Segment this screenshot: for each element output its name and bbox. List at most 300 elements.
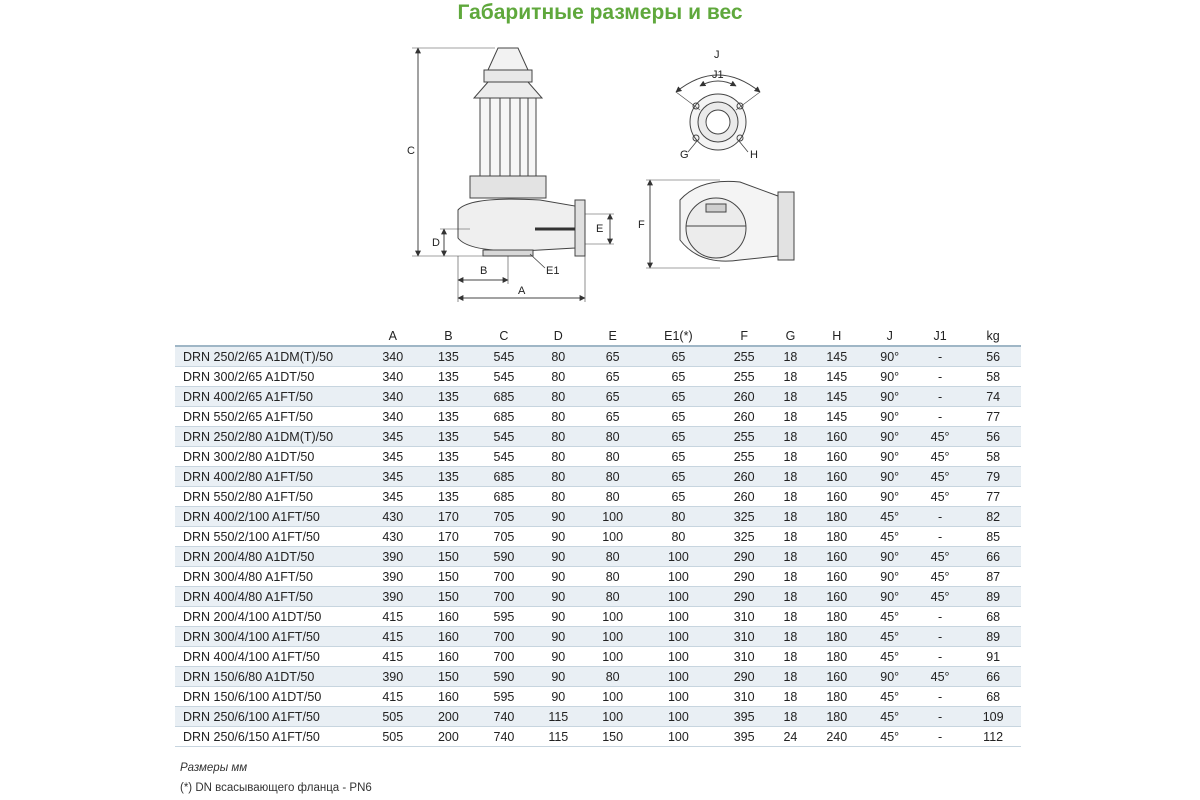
- value-cell: -: [915, 707, 965, 727]
- table-body: [175, 346, 1021, 747]
- label-b: B: [480, 265, 488, 277]
- table-row: [175, 387, 1021, 407]
- value-cell: 65: [585, 407, 641, 427]
- table-row: [175, 527, 1021, 547]
- model-cell: DRN 400/4/80 A1FT/50: [175, 587, 365, 607]
- value-cell: 345: [365, 467, 421, 487]
- footnote: (*) DN всасывающего фланца - PN6: [180, 782, 372, 794]
- value-cell: 150: [421, 547, 477, 567]
- value-cell: 160: [809, 567, 865, 587]
- value-cell: 65: [640, 387, 716, 407]
- table-header: A: [365, 327, 421, 346]
- value-cell: -: [915, 507, 965, 527]
- model-cell: DRN 300/4/80 A1FT/50: [175, 567, 365, 587]
- value-cell: 45°: [915, 467, 965, 487]
- model-cell: DRN 400/2/65 A1FT/50: [175, 387, 365, 407]
- table-header: G: [772, 327, 809, 346]
- pump-dimension-drawing: [400, 40, 800, 305]
- value-cell: -: [915, 407, 965, 427]
- model-cell: DRN 150/6/100 A1DT/50: [175, 687, 365, 707]
- value-cell: 45°: [865, 707, 915, 727]
- value-cell: 80: [532, 367, 585, 387]
- value-cell: 395: [716, 727, 772, 747]
- value-cell: 18: [772, 407, 809, 427]
- value-cell: 24: [772, 727, 809, 747]
- value-cell: 80: [640, 527, 716, 547]
- value-cell: -: [915, 367, 965, 387]
- value-cell: 260: [716, 467, 772, 487]
- value-cell: 100: [585, 507, 641, 527]
- value-cell: 255: [716, 427, 772, 447]
- value-cell: 90°: [865, 567, 915, 587]
- value-cell: 90°: [865, 447, 915, 467]
- table-row: [175, 447, 1021, 467]
- value-cell: 91: [965, 647, 1021, 667]
- value-cell: 100: [585, 707, 641, 727]
- value-cell: 340: [365, 387, 421, 407]
- value-cell: 56: [965, 346, 1021, 367]
- label-g: G: [680, 149, 689, 161]
- value-cell: 90°: [865, 587, 915, 607]
- model-cell: DRN 400/2/100 A1FT/50: [175, 507, 365, 527]
- table-header: J1: [915, 327, 965, 346]
- value-cell: 65: [640, 367, 716, 387]
- value-cell: 90: [532, 567, 585, 587]
- value-cell: 89: [965, 587, 1021, 607]
- value-cell: 80: [585, 587, 641, 607]
- value-cell: 700: [476, 567, 532, 587]
- label-j: J: [714, 49, 720, 61]
- value-cell: 45°: [865, 507, 915, 527]
- value-cell: 160: [421, 687, 477, 707]
- value-cell: 180: [809, 527, 865, 547]
- value-cell: 325: [716, 507, 772, 527]
- value-cell: 90°: [865, 487, 915, 507]
- value-cell: 100: [640, 567, 716, 587]
- value-cell: 705: [476, 527, 532, 547]
- value-cell: 415: [365, 647, 421, 667]
- value-cell: 145: [809, 387, 865, 407]
- value-cell: 700: [476, 647, 532, 667]
- value-cell: 700: [476, 587, 532, 607]
- value-cell: 595: [476, 687, 532, 707]
- table-row: [175, 346, 1021, 367]
- value-cell: 180: [809, 507, 865, 527]
- value-cell: 325: [716, 527, 772, 547]
- table-header: D: [532, 327, 585, 346]
- value-cell: 80: [585, 567, 641, 587]
- value-cell: 65: [640, 346, 716, 367]
- value-cell: 85: [965, 527, 1021, 547]
- value-cell: 150: [421, 667, 477, 687]
- value-cell: 685: [476, 487, 532, 507]
- value-cell: 90: [532, 687, 585, 707]
- label-f: F: [638, 219, 645, 231]
- value-cell: 145: [809, 407, 865, 427]
- value-cell: 18: [772, 467, 809, 487]
- value-cell: 80: [532, 346, 585, 367]
- value-cell: 310: [716, 627, 772, 647]
- value-cell: 65: [640, 447, 716, 467]
- value-cell: 115: [532, 707, 585, 727]
- value-cell: 80: [585, 547, 641, 567]
- value-cell: 90: [532, 527, 585, 547]
- value-cell: 90°: [865, 467, 915, 487]
- value-cell: 89: [965, 627, 1021, 647]
- value-cell: 180: [809, 627, 865, 647]
- value-cell: 390: [365, 567, 421, 587]
- table-row: [175, 407, 1021, 427]
- value-cell: 74: [965, 387, 1021, 407]
- value-cell: 160: [809, 447, 865, 467]
- table-header: J: [865, 327, 915, 346]
- value-cell: 160: [809, 427, 865, 447]
- value-cell: 100: [640, 587, 716, 607]
- table-row: [175, 727, 1021, 747]
- value-cell: 90°: [865, 387, 915, 407]
- value-cell: 45°: [915, 447, 965, 467]
- table-row: [175, 367, 1021, 387]
- value-cell: 100: [640, 647, 716, 667]
- value-cell: 100: [640, 607, 716, 627]
- value-cell: 260: [716, 487, 772, 507]
- units-note: Размеры мм: [180, 762, 248, 774]
- value-cell: 100: [585, 687, 641, 707]
- value-cell: 100: [585, 627, 641, 647]
- table-header: H: [809, 327, 865, 346]
- model-cell: DRN 300/2/80 A1DT/50: [175, 447, 365, 467]
- value-cell: 290: [716, 547, 772, 567]
- value-cell: -: [915, 647, 965, 667]
- label-j1: J1: [712, 69, 724, 81]
- value-cell: 18: [772, 507, 809, 527]
- table-row: [175, 427, 1021, 447]
- value-cell: -: [915, 687, 965, 707]
- value-cell: 505: [365, 727, 421, 747]
- table-row: [175, 547, 1021, 567]
- value-cell: 415: [365, 687, 421, 707]
- model-cell: DRN 250/6/150 A1FT/50: [175, 727, 365, 747]
- value-cell: 505: [365, 707, 421, 727]
- value-cell: -: [915, 346, 965, 367]
- value-cell: 18: [772, 707, 809, 727]
- value-cell: 58: [965, 367, 1021, 387]
- value-cell: 45°: [865, 627, 915, 647]
- value-cell: 80: [532, 487, 585, 507]
- value-cell: 150: [585, 727, 641, 747]
- value-cell: 65: [585, 367, 641, 387]
- value-cell: 590: [476, 547, 532, 567]
- value-cell: 80: [585, 487, 641, 507]
- table-row: [175, 627, 1021, 647]
- value-cell: 90: [532, 607, 585, 627]
- value-cell: 135: [421, 447, 477, 467]
- value-cell: 80: [640, 507, 716, 527]
- value-cell: 18: [772, 567, 809, 587]
- model-cell: DRN 400/4/100 A1FT/50: [175, 647, 365, 667]
- model-cell: DRN 300/2/65 A1DT/50: [175, 367, 365, 387]
- value-cell: 310: [716, 607, 772, 627]
- value-cell: 240: [809, 727, 865, 747]
- value-cell: 56: [965, 427, 1021, 447]
- value-cell: 90°: [865, 547, 915, 567]
- value-cell: 545: [476, 427, 532, 447]
- value-cell: 145: [809, 367, 865, 387]
- value-cell: 430: [365, 507, 421, 527]
- value-cell: 80: [532, 447, 585, 467]
- value-cell: 160: [421, 627, 477, 647]
- value-cell: -: [915, 527, 965, 547]
- table-row: [175, 707, 1021, 727]
- value-cell: -: [915, 607, 965, 627]
- value-cell: 590: [476, 667, 532, 687]
- page-title: Габаритные размеры и вес: [457, 1, 743, 24]
- label-a: A: [518, 285, 526, 297]
- value-cell: 18: [772, 607, 809, 627]
- value-cell: 595: [476, 607, 532, 627]
- value-cell: 180: [809, 607, 865, 627]
- table-header: B: [421, 327, 477, 346]
- value-cell: 45°: [865, 727, 915, 747]
- value-cell: 45°: [915, 667, 965, 687]
- model-cell: DRN 250/2/65 A1DM(T)/50: [175, 346, 365, 367]
- table-row: [175, 587, 1021, 607]
- value-cell: 18: [772, 346, 809, 367]
- value-cell: 390: [365, 547, 421, 567]
- value-cell: 545: [476, 346, 532, 367]
- table-header: E: [585, 327, 641, 346]
- value-cell: 160: [809, 547, 865, 567]
- model-cell: DRN 150/6/80 A1DT/50: [175, 667, 365, 687]
- value-cell: 90°: [865, 407, 915, 427]
- value-cell: 45°: [865, 647, 915, 667]
- value-cell: 45°: [865, 607, 915, 627]
- value-cell: 68: [965, 687, 1021, 707]
- table-header: C: [476, 327, 532, 346]
- value-cell: 135: [421, 387, 477, 407]
- value-cell: 18: [772, 587, 809, 607]
- value-cell: 135: [421, 407, 477, 427]
- value-cell: 77: [965, 487, 1021, 507]
- value-cell: 80: [585, 467, 641, 487]
- value-cell: 18: [772, 427, 809, 447]
- model-cell: DRN 550/2/65 A1FT/50: [175, 407, 365, 427]
- value-cell: 90: [532, 507, 585, 527]
- model-cell: DRN 200/4/80 A1DT/50: [175, 547, 365, 567]
- value-cell: 390: [365, 667, 421, 687]
- value-cell: 90: [532, 667, 585, 687]
- value-cell: 545: [476, 447, 532, 467]
- value-cell: 115: [532, 727, 585, 747]
- value-cell: 18: [772, 547, 809, 567]
- value-cell: 150: [421, 567, 477, 587]
- value-cell: 310: [716, 647, 772, 667]
- value-cell: 160: [809, 487, 865, 507]
- value-cell: 90°: [865, 346, 915, 367]
- value-cell: 18: [772, 627, 809, 647]
- value-cell: 200: [421, 707, 477, 727]
- table-row: [175, 647, 1021, 667]
- label-c: C: [407, 145, 415, 157]
- value-cell: 255: [716, 346, 772, 367]
- label-e: E: [596, 223, 604, 235]
- value-cell: -: [915, 627, 965, 647]
- value-cell: 80: [585, 667, 641, 687]
- value-cell: 18: [772, 487, 809, 507]
- value-cell: 90°: [865, 667, 915, 687]
- value-cell: 80: [532, 467, 585, 487]
- value-cell: 700: [476, 627, 532, 647]
- value-cell: 145: [809, 346, 865, 367]
- value-cell: 685: [476, 407, 532, 427]
- table-header: F: [716, 327, 772, 346]
- value-cell: 65: [585, 387, 641, 407]
- value-cell: 160: [809, 667, 865, 687]
- table-row: [175, 667, 1021, 687]
- value-cell: 200: [421, 727, 477, 747]
- value-cell: 65: [640, 407, 716, 427]
- value-cell: 87: [965, 567, 1021, 587]
- value-cell: 740: [476, 727, 532, 747]
- value-cell: 68: [965, 607, 1021, 627]
- value-cell: 685: [476, 387, 532, 407]
- value-cell: 340: [365, 407, 421, 427]
- value-cell: 66: [965, 547, 1021, 567]
- table-row: [175, 607, 1021, 627]
- value-cell: 160: [421, 607, 477, 627]
- value-cell: 100: [640, 667, 716, 687]
- value-cell: 100: [585, 607, 641, 627]
- value-cell: 160: [809, 467, 865, 487]
- value-cell: 705: [476, 507, 532, 527]
- value-cell: 170: [421, 507, 477, 527]
- value-cell: 415: [365, 607, 421, 627]
- value-cell: 45°: [865, 687, 915, 707]
- value-cell: 340: [365, 367, 421, 387]
- value-cell: 18: [772, 647, 809, 667]
- value-cell: 66: [965, 667, 1021, 687]
- value-cell: 135: [421, 487, 477, 507]
- value-cell: 80: [585, 427, 641, 447]
- table-row: [175, 567, 1021, 587]
- value-cell: 90: [532, 547, 585, 567]
- table-header: kg: [965, 327, 1021, 346]
- value-cell: 135: [421, 427, 477, 447]
- model-cell: DRN 550/2/80 A1FT/50: [175, 487, 365, 507]
- value-cell: 135: [421, 367, 477, 387]
- value-cell: 109: [965, 707, 1021, 727]
- table-header-row: [175, 327, 1021, 346]
- value-cell: 255: [716, 447, 772, 467]
- value-cell: 290: [716, 567, 772, 587]
- value-cell: -: [915, 727, 965, 747]
- model-cell: DRN 300/4/100 A1FT/50: [175, 627, 365, 647]
- value-cell: 80: [532, 407, 585, 427]
- value-cell: 65: [585, 346, 641, 367]
- value-cell: 80: [585, 447, 641, 467]
- value-cell: 45°: [915, 567, 965, 587]
- value-cell: 18: [772, 387, 809, 407]
- value-cell: 545: [476, 367, 532, 387]
- value-cell: 100: [640, 707, 716, 727]
- value-cell: 135: [421, 467, 477, 487]
- value-cell: 310: [716, 687, 772, 707]
- value-cell: 45°: [865, 527, 915, 547]
- value-cell: 18: [772, 447, 809, 467]
- value-cell: 740: [476, 707, 532, 727]
- value-cell: 90°: [865, 367, 915, 387]
- value-cell: 260: [716, 387, 772, 407]
- table-row: [175, 687, 1021, 707]
- value-cell: 112: [965, 727, 1021, 747]
- value-cell: 170: [421, 527, 477, 547]
- value-cell: 180: [809, 707, 865, 727]
- value-cell: 65: [640, 467, 716, 487]
- model-cell: DRN 250/2/80 A1DM(T)/50: [175, 427, 365, 447]
- value-cell: 18: [772, 687, 809, 707]
- value-cell: 180: [809, 647, 865, 667]
- value-cell: 45°: [915, 427, 965, 447]
- value-cell: 77: [965, 407, 1021, 427]
- value-cell: 160: [809, 587, 865, 607]
- value-cell: 58: [965, 447, 1021, 467]
- value-cell: 100: [640, 627, 716, 647]
- value-cell: 290: [716, 587, 772, 607]
- value-cell: 82: [965, 507, 1021, 527]
- model-cell: DRN 200/4/100 A1DT/50: [175, 607, 365, 627]
- value-cell: 18: [772, 667, 809, 687]
- value-cell: 415: [365, 627, 421, 647]
- value-cell: 160: [421, 647, 477, 667]
- value-cell: 685: [476, 467, 532, 487]
- value-cell: 100: [585, 647, 641, 667]
- value-cell: 255: [716, 367, 772, 387]
- value-cell: 65: [640, 427, 716, 447]
- dimensions-table: [175, 327, 1021, 747]
- value-cell: 45°: [915, 587, 965, 607]
- value-cell: 65: [640, 487, 716, 507]
- value-cell: 18: [772, 367, 809, 387]
- value-cell: 100: [640, 547, 716, 567]
- value-cell: 290: [716, 667, 772, 687]
- value-cell: 90: [532, 647, 585, 667]
- value-cell: 260: [716, 407, 772, 427]
- value-cell: 18: [772, 527, 809, 547]
- value-cell: 100: [640, 687, 716, 707]
- table-header: E1(*): [640, 327, 716, 346]
- value-cell: 345: [365, 427, 421, 447]
- value-cell: 45°: [915, 547, 965, 567]
- model-cell: DRN 250/6/100 A1FT/50: [175, 707, 365, 727]
- model-cell: DRN 400/2/80 A1FT/50: [175, 467, 365, 487]
- value-cell: 395: [716, 707, 772, 727]
- table-row: [175, 467, 1021, 487]
- value-cell: 79: [965, 467, 1021, 487]
- table-header-model: [175, 327, 365, 346]
- table-row: [175, 507, 1021, 527]
- value-cell: 80: [532, 427, 585, 447]
- value-cell: 90°: [865, 427, 915, 447]
- value-cell: 100: [585, 527, 641, 547]
- label-e1: E1: [546, 265, 560, 277]
- value-cell: 180: [809, 687, 865, 707]
- table-row: [175, 487, 1021, 507]
- value-cell: 340: [365, 346, 421, 367]
- value-cell: 135: [421, 346, 477, 367]
- value-cell: 390: [365, 587, 421, 607]
- label-h: H: [750, 149, 758, 161]
- value-cell: -: [915, 387, 965, 407]
